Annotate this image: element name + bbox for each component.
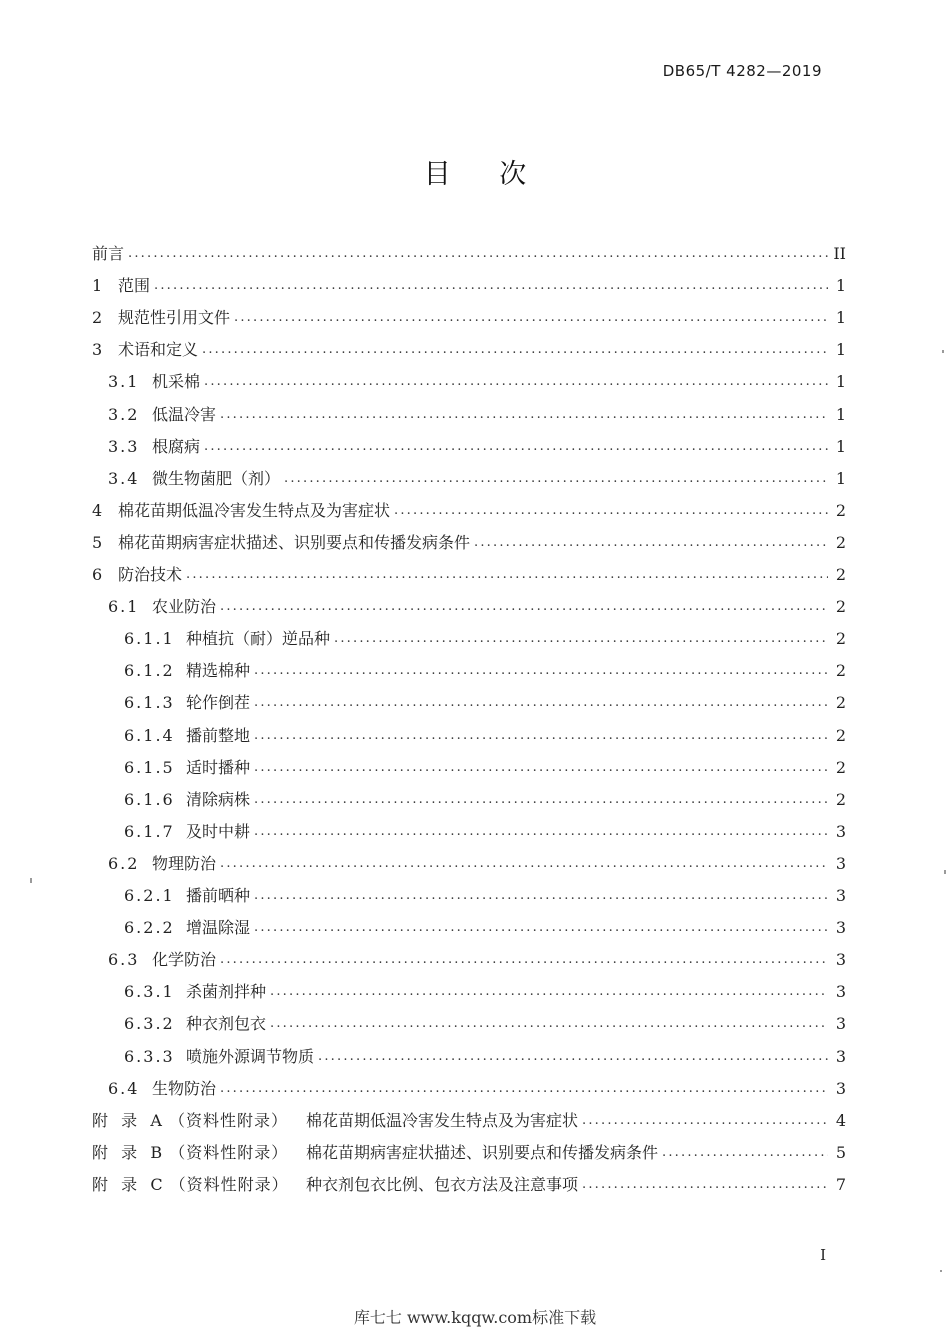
toc-entry-page: 3	[835, 950, 846, 970]
toc-leader-dots	[474, 527, 828, 559]
toc-entry-label: 棉花苗期低温冷害发生特点及为害症状	[118, 500, 391, 520]
watermark-text: 库七七 www.kqqw.com标准下载	[353, 1308, 597, 1327]
toc-entry[interactable]	[124, 880, 846, 912]
toc-entry-label: 播前晒种	[186, 886, 251, 905]
toc-entry-label: 低温冷害	[152, 404, 217, 424]
toc-entry-label: 棉花苗期病害症状描述、识别要点和传播发病条件	[306, 1142, 659, 1162]
toc-entry-page: 4	[835, 1110, 846, 1130]
toc-entry-number: 6.3.3	[124, 1046, 175, 1066]
toc-leader-dots	[204, 431, 828, 463]
toc-entry-label: 种衣剂包衣	[186, 1014, 267, 1034]
toc-entry-page: 2	[835, 725, 846, 745]
toc-entry-label: 杀菌剂拌种	[186, 982, 267, 1002]
toc-entry-number: 6.4	[108, 1078, 140, 1098]
toc-entry-label: 生物防治	[152, 1078, 217, 1098]
toc-entry-label: 化学防治	[152, 950, 217, 970]
toc-leader-dots	[662, 1137, 828, 1169]
toc-entry-number: 1	[92, 276, 105, 296]
scan-speck	[944, 870, 946, 874]
toc-entry[interactable]	[92, 559, 846, 591]
toc-leader-dots	[270, 1008, 828, 1040]
toc-leader-dots	[220, 848, 828, 880]
toc-leader-dots	[154, 270, 828, 302]
toc-entry-number: 6.1.6	[124, 789, 175, 809]
toc-leader-dots	[394, 495, 828, 527]
toc-entry-label: 棉花苗期低温冷害发生特点及为害症状	[306, 1110, 579, 1130]
page-title: 目 次	[423, 159, 547, 190]
toc-entry[interactable]	[108, 848, 846, 880]
toc-entry-label: 物理防治	[152, 853, 217, 873]
page-number: I	[820, 1246, 826, 1264]
toc-entry-number: 6	[92, 565, 105, 584]
toc-entry[interactable]	[124, 720, 846, 752]
toc-entry-label: 农业防治	[152, 597, 217, 617]
toc-entry-page: 3	[835, 886, 846, 905]
toc-leader-dots	[220, 591, 828, 623]
toc-entry[interactable]	[92, 1169, 846, 1201]
toc-entry-number: 6.3.2	[124, 1014, 175, 1034]
toc-entry-number: 3.4	[108, 468, 140, 488]
toc-entry-number: 6.2	[108, 853, 140, 873]
toc-entry[interactable]	[124, 752, 846, 784]
toc-leader-dots	[254, 752, 828, 784]
toc-leader-dots	[254, 784, 828, 816]
toc-leader-dots	[334, 623, 828, 655]
toc-entry-page: 2	[835, 693, 846, 713]
toc-entry-page: 3	[835, 1014, 846, 1034]
toc-entry[interactable]	[92, 527, 846, 559]
scan-speck	[940, 1270, 942, 1272]
toc-entry-number: 4	[92, 500, 105, 520]
toc-entry-page: II	[833, 244, 846, 263]
toc-entry-label: 适时播种	[186, 757, 251, 777]
toc-entry-label: 术语和定义	[118, 340, 199, 360]
toc-leader-dots	[220, 1073, 828, 1105]
toc-entry[interactable]	[108, 399, 846, 431]
toc-entry-number: 3.3	[108, 436, 140, 456]
toc-entry[interactable]	[124, 784, 846, 816]
toc-entry-page: 3	[835, 821, 846, 841]
toc-entry-number: 3.1	[108, 372, 140, 392]
toc-entry-number: 6.1.5	[124, 757, 175, 777]
toc-leader-dots	[254, 655, 828, 687]
toc-entry[interactable]	[92, 334, 846, 366]
toc-entry[interactable]	[92, 270, 846, 302]
toc-entry-label: 微生物菌肥（剂）	[152, 468, 281, 488]
toc-entry-number: 附 录 A （资料性附录）	[92, 1110, 288, 1130]
toc-entry[interactable]	[124, 623, 846, 655]
toc-entry-label: 棉花苗期病害症状描述、识别要点和传播发病条件	[118, 532, 471, 552]
toc-entry-page: 2	[835, 565, 846, 584]
toc-entry[interactable]	[108, 366, 846, 398]
toc-entry[interactable]	[108, 591, 846, 623]
toc-leader-dots	[270, 976, 828, 1008]
toc-entry-label: 增温除湿	[186, 918, 251, 938]
toc-entry-number: 6.3.1	[124, 982, 175, 1002]
toc-entry-page: 2	[835, 757, 846, 777]
toc-entry[interactable]	[108, 1073, 846, 1105]
toc-entry-label: 清除病株	[186, 789, 251, 809]
toc-entry-page: 3	[835, 918, 846, 938]
toc-entry-label: 范围	[118, 276, 151, 296]
toc-entry-number: 6.1.7	[124, 821, 175, 841]
toc-entry-label: 轮作倒茬	[186, 693, 251, 713]
toc-leader-dots	[204, 366, 828, 398]
toc-entry-page: 2	[835, 532, 846, 552]
toc-entry[interactable]	[92, 1137, 846, 1169]
toc-entry-number: 6.3	[108, 950, 140, 970]
toc-leader-dots	[220, 399, 828, 431]
toc-entry-page: 2	[835, 500, 846, 520]
toc-entry-label: 喷施外源调节物质	[186, 1046, 315, 1066]
toc-entry-label: 播前整地	[186, 725, 251, 745]
toc-entry-number: 附 录 B （资料性附录）	[92, 1142, 289, 1162]
toc-entry[interactable]	[124, 687, 846, 719]
toc-leader-dots	[582, 1105, 828, 1137]
toc-entry[interactable]	[124, 1008, 846, 1040]
toc-entry-number: 3.2	[108, 404, 140, 424]
toc-entry-page: 1	[835, 372, 846, 392]
toc-leader-dots	[254, 687, 828, 719]
standard-code: DB65/T 4282—2019	[662, 62, 822, 80]
toc-leader-dots	[582, 1169, 828, 1201]
scan-speck	[30, 878, 32, 883]
toc-leader-dots	[254, 880, 828, 912]
toc-entry[interactable]	[124, 816, 846, 848]
toc-entry-number: 3	[92, 340, 105, 360]
toc-leader-dots	[318, 1041, 828, 1073]
toc-leader-dots	[186, 559, 828, 591]
toc-entry-page: 5	[835, 1142, 846, 1162]
toc-entry-number: 6.1	[108, 597, 140, 617]
toc-entry-page: 1	[835, 308, 846, 328]
toc-entry-label: 及时中耕	[186, 821, 251, 841]
toc-leader-dots	[202, 334, 828, 366]
toc-entry-page: 3	[835, 853, 846, 873]
toc-leader-dots	[234, 302, 828, 334]
toc-entry-page: 2	[835, 661, 846, 681]
toc-leader-dots	[254, 816, 828, 848]
toc-entry-number: 附 录 C （资料性附录）	[92, 1174, 289, 1194]
toc-entry-label: 防治技术	[118, 565, 183, 584]
toc-entry-number: 6.2.2	[124, 918, 175, 938]
toc-entry-label: 精选棉种	[186, 661, 251, 681]
toc-entry[interactable]	[124, 1041, 846, 1073]
toc-entry[interactable]	[108, 944, 846, 976]
toc-entry[interactable]	[124, 912, 846, 944]
toc-leader-dots	[254, 720, 828, 752]
toc-entry-page: 3	[835, 1046, 846, 1066]
toc-entry-page: 7	[835, 1174, 846, 1194]
toc-entry-page: 1	[835, 436, 846, 456]
toc-entry[interactable]	[108, 463, 846, 495]
toc-entry[interactable]	[124, 655, 846, 687]
toc-entry[interactable]	[124, 976, 846, 1008]
toc-entry-number: 6.1.2	[124, 661, 175, 681]
toc-entry[interactable]	[92, 302, 846, 334]
toc-entry-page: 1	[835, 340, 846, 360]
toc-leader-dots	[254, 912, 828, 944]
toc-leader-dots	[128, 238, 828, 270]
toc-entry-page: 3	[835, 982, 846, 1002]
scan-speck	[942, 350, 944, 353]
toc-leader-dots	[220, 944, 828, 976]
toc-entry[interactable]	[108, 431, 846, 463]
toc-entry-label: 前言	[92, 244, 125, 263]
toc-entry-page: 1	[835, 468, 846, 488]
toc-entry[interactable]	[92, 495, 846, 527]
toc-entry[interactable]	[92, 238, 846, 270]
toc-entry-label: 根腐病	[152, 436, 201, 456]
toc-entry-number: 2	[92, 308, 105, 328]
toc-entry-number: 6.1.4	[124, 725, 175, 745]
toc-entry-number: 6.2.1	[124, 886, 175, 905]
toc-entry-page: 2	[835, 597, 846, 617]
toc-entry-label: 种植抗（耐）逆品种	[186, 629, 331, 649]
toc-entry-page: 2	[835, 629, 846, 649]
toc-entry-page: 1	[835, 404, 846, 424]
toc-entry-label: 种衣剂包衣比例、包衣方法及注意事项	[306, 1174, 579, 1194]
toc-entry-page: 3	[835, 1078, 846, 1098]
toc-entry-number: 5	[92, 532, 105, 552]
toc-entry-page: 2	[835, 789, 846, 809]
toc-entry-number: 6.1.1	[124, 629, 175, 649]
toc-entry-page: 1	[835, 276, 846, 296]
toc-entry-number: 6.1.3	[124, 693, 175, 713]
toc-entry-label: 规范性引用文件	[118, 308, 231, 328]
toc-entry-label: 机采棉	[152, 372, 201, 392]
toc-entry[interactable]	[92, 1105, 846, 1137]
toc-leader-dots	[284, 463, 828, 495]
